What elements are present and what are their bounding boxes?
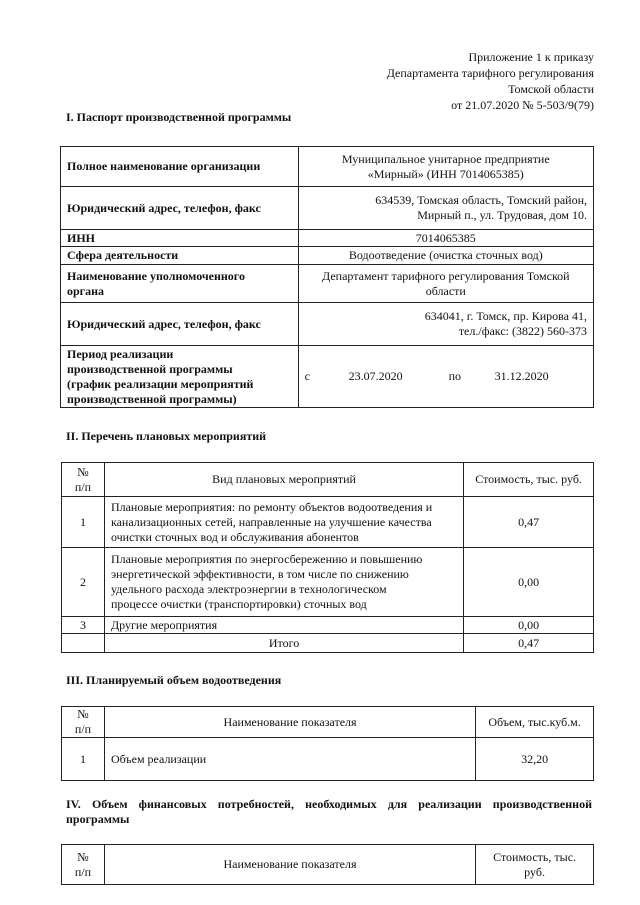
section-4-title: IV. Объем финансовых потребностей, необходимых для реализации производственной программы (66, 797, 592, 826)
table-row (61, 187, 594, 230)
row-name: Плановые мероприятия по энергосбережению и повышению энергетической эффективности, в том числе по снижению удельного расхода электроэнергии в технологическом процессе очистки (транспортировки) сточных вод (104, 548, 463, 617)
col-value-header: Объем, тыс.куб.м. (476, 707, 594, 738)
row-cost: 0,00 (464, 548, 594, 617)
col-num-header: № п/п (62, 463, 105, 497)
row-label: Юридический адрес, телефон, факс (61, 187, 299, 230)
row-cost: 0,00 (464, 617, 594, 634)
table-header-row (62, 463, 594, 497)
row-value: 634041, г. Томск, пр. Кирова 41, тел./факс: (3822) 560-373 (298, 303, 593, 346)
row-value: 7014065385 (298, 230, 593, 247)
row-label: ИНН (61, 230, 299, 247)
header-line: Приложение 1 к приказу (468, 50, 594, 64)
table-header-row (62, 845, 594, 885)
table-row (61, 247, 594, 265)
header-line: Департамента тарифного регулирования (386, 66, 594, 80)
row-value: Водоотведение (очистка сточных вод) (298, 247, 593, 265)
table-row (61, 303, 594, 346)
row-label: Юридический адрес, телефон, факс (61, 303, 299, 346)
col-name-header: Наименование показателя (104, 845, 475, 885)
col-name-header: Наименование показателя (104, 707, 475, 738)
row-num: 1 (62, 497, 105, 548)
period-from-word: с (304, 369, 310, 383)
row-label: Сфера деятельности (61, 247, 299, 265)
row-label: Наименование уполномоченного органа (61, 265, 299, 303)
finance-table (61, 844, 594, 885)
col-cost-header: Стоимость, тыс. руб. (464, 463, 594, 497)
table-row (62, 617, 594, 634)
table-row (61, 230, 594, 247)
order-header (387, 49, 594, 113)
row-value: 634539, Томская область, Томский район, Мирный п., ул. Трудовая, дом 10. (298, 187, 593, 230)
period-row (61, 346, 594, 408)
section-3-title: III. Планируемый объем водоотведения (66, 673, 282, 687)
row-num: 1 (62, 738, 105, 781)
row-value: Департамент тарифного регулирования Томской области (298, 265, 593, 303)
col-num-header: № п/п (62, 707, 105, 738)
col-cost-header: Стоимость, тыс. руб. (476, 845, 594, 885)
row-name: Объем реализации (104, 738, 475, 781)
table-row (61, 147, 594, 187)
table-row (62, 497, 594, 548)
period-from-date: 23.07.2020 (348, 369, 403, 383)
total-value: 0,47 (464, 634, 594, 653)
table-header-row (62, 707, 594, 738)
total-row (62, 634, 594, 653)
row-name: Плановые мероприятия: по ремонту объектов водоотведения и канализационных сетей, направленные на улучшение качества очистки сточных вод и обслуживания абонентов (104, 497, 463, 548)
period-to-date: 31.12.2020 (494, 369, 549, 383)
period-label: Период реализации производственной программы (график реализации мероприятий производственной программы) (61, 346, 299, 408)
period-to-word: по (448, 369, 462, 383)
row-num: 3 (62, 617, 105, 634)
table-row (62, 738, 594, 781)
header-line: от 21.07.2020 № 5-503/9(79) (451, 98, 594, 112)
total-label: Итого (104, 634, 463, 653)
volume-table (61, 706, 594, 781)
row-label: Полное наименование организации (61, 147, 299, 187)
row-value: Муниципальное унитарное предприятие «Мирный» (ИНН 7014065385) (298, 147, 593, 187)
table-row (61, 265, 594, 303)
header-line: Томской области (508, 82, 594, 96)
row-cost: 0,47 (464, 497, 594, 548)
section-1-title: I. Паспорт производственной программы (66, 110, 292, 124)
section-2-title: II. Перечень плановых мероприятий (66, 429, 267, 443)
row-value: 32,20 (476, 738, 594, 781)
table-row (62, 548, 594, 617)
row-name: Другие мероприятия (104, 617, 463, 634)
period-value (298, 346, 593, 408)
col-name-header: Вид плановых мероприятий (104, 463, 463, 497)
measures-table (61, 462, 594, 653)
row-num: 2 (62, 548, 105, 617)
col-num-header: № п/п (62, 845, 105, 885)
passport-table (60, 146, 594, 408)
